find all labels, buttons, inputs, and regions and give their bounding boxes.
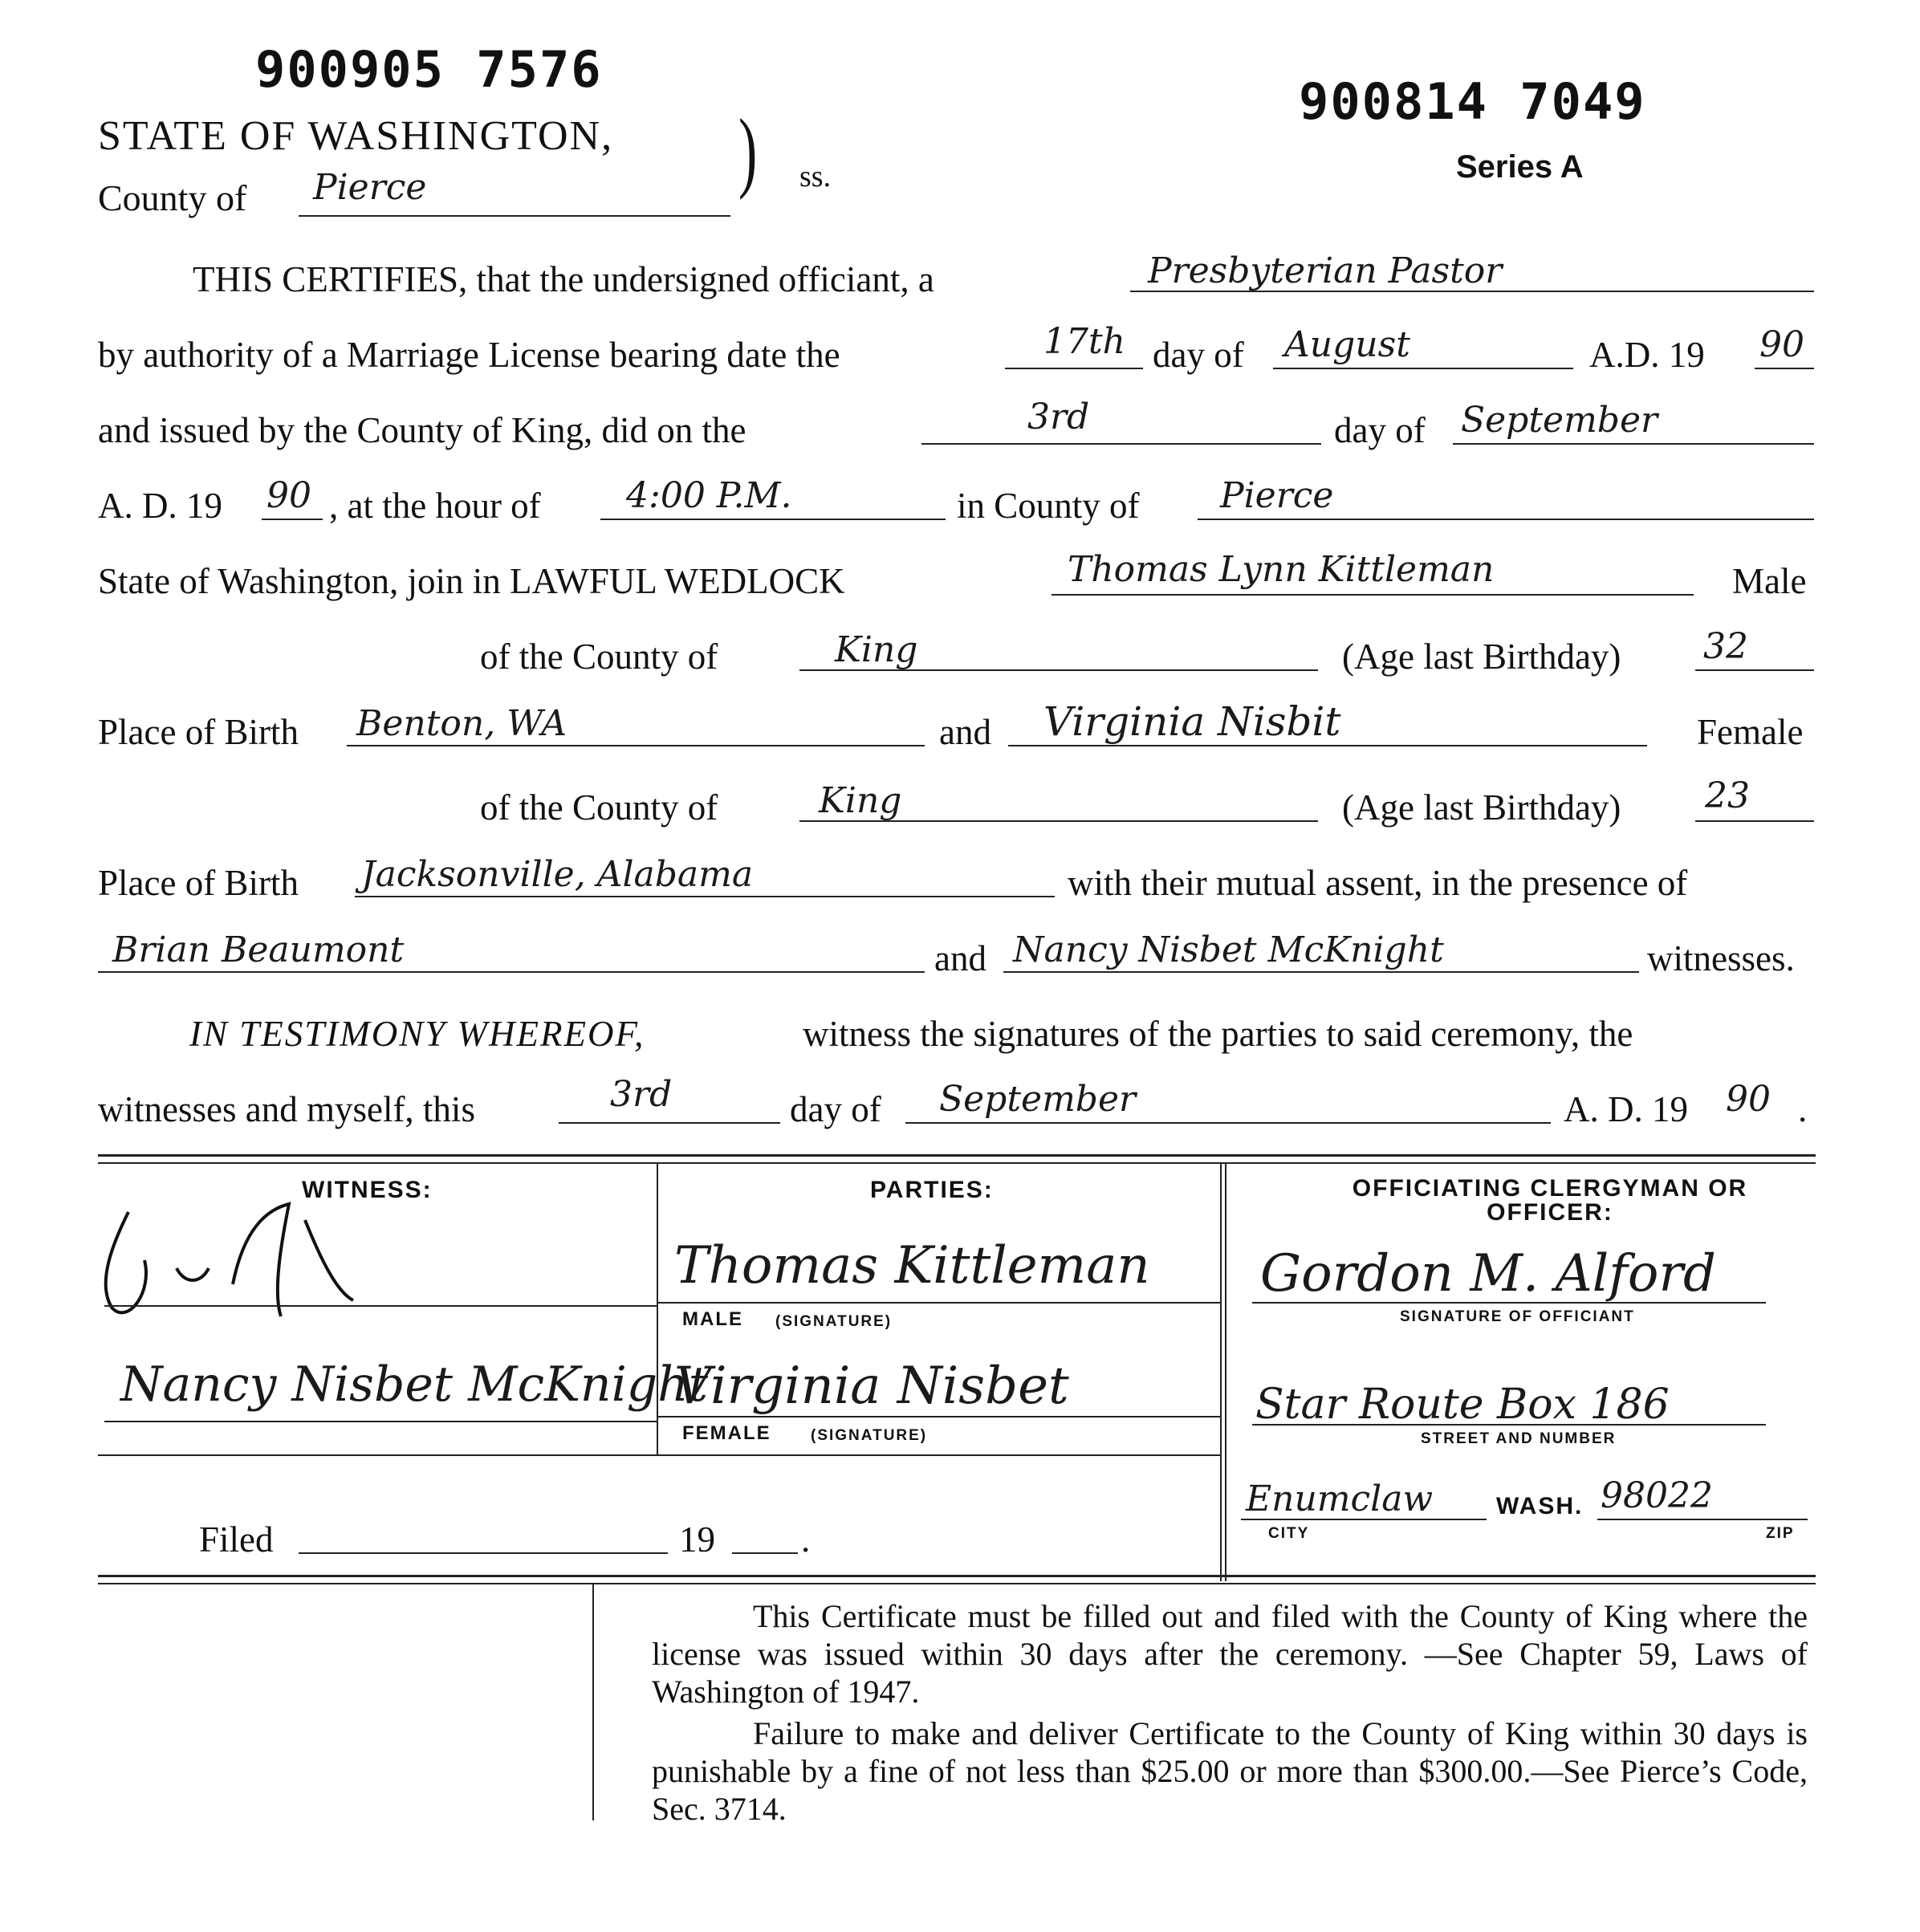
license-day-line — [1005, 368, 1143, 369]
testimony-year: 90 — [1726, 1079, 1771, 1120]
male-signature-line — [658, 1302, 1220, 1304]
wedding-hour: 4:00 P.M. — [626, 475, 792, 516]
sig-bottom-rule-2 — [98, 1583, 1816, 1584]
street-line — [1252, 1424, 1766, 1426]
license-month-line — [1273, 368, 1573, 369]
female-name: Virginia Nisbit — [1043, 698, 1341, 745]
filed-label: Filed — [199, 1519, 274, 1560]
female-age: 23 — [1705, 775, 1750, 816]
witness-line-1 — [104, 1305, 657, 1307]
testimony-day: 3rd — [610, 1074, 673, 1115]
male-sig-sub: (SIGNATURE) — [775, 1313, 893, 1330]
wedding-year-line — [262, 519, 323, 520]
license-year-line — [1755, 368, 1814, 369]
officiant-signature: Gordon M. Alford — [1260, 1244, 1716, 1304]
witness-signature-2: Nancy Nisbet McKnight — [120, 1356, 708, 1413]
male-signature: Thomas Kittleman — [674, 1236, 1150, 1295]
street-value: Star Route Box 186 — [1255, 1381, 1670, 1429]
license-ad: A.D. 19 — [1589, 335, 1705, 375]
witness-two-line — [1003, 971, 1639, 973]
male-county-line — [799, 669, 1318, 671]
county-line — [299, 215, 730, 217]
officiant-title-line — [1130, 291, 1814, 292]
officiant-signature-line — [1252, 1302, 1766, 1304]
male-age-label: (Age last Birthday) — [1342, 637, 1621, 677]
state-heading: STATE OF WASHINGTON, — [98, 113, 614, 159]
city-value: Enumclaw — [1246, 1478, 1434, 1519]
male-birthplace: Benton, WA — [356, 703, 567, 744]
female-signature: Virginia Nisbet — [674, 1356, 1069, 1416]
wedding-month-line — [1453, 443, 1814, 445]
filed-line — [299, 1552, 668, 1554]
testimony-ad: A. D. 19 — [1564, 1089, 1688, 1129]
male-age-line — [1695, 669, 1814, 671]
myself-text: witnesses and myself, this — [98, 1089, 475, 1129]
license-text: by authority of a Marriage License bearing date the — [98, 335, 840, 375]
hour-text: , at the hour of — [329, 486, 541, 526]
male-birthplace-line — [347, 745, 925, 746]
male-label: Male — [1732, 561, 1807, 601]
in-county-text: in County of — [957, 486, 1140, 526]
wedding-dayof: day of — [1334, 410, 1426, 450]
female-sig-sub: (SIGNATURE) — [811, 1427, 928, 1444]
witness-one-name: Brian Beaumont — [112, 929, 405, 970]
female-age-label: (Age last Birthday) — [1342, 787, 1621, 828]
male-birth-label: Place of Birth — [98, 712, 299, 752]
penalty-notice: Failure to make and deliver Certificate to the County of King within 30 days is punishable by a fine of not less than $25.00 or more than $300.00.—See Pierce’s Code, Sec. 3714. — [652, 1715, 1808, 1827]
zip-value: 98022 — [1601, 1475, 1713, 1516]
witness-line-2 — [104, 1421, 657, 1422]
series-label: Series A — [1456, 149, 1584, 185]
sig-mid-rule — [98, 1454, 1220, 1456]
male-county: King — [835, 629, 918, 670]
parties-label: PARTIES: — [870, 1177, 994, 1203]
license-dayof: day of — [1153, 335, 1244, 375]
county-value: Pierce — [313, 167, 427, 208]
city-line — [1241, 1519, 1487, 1520]
wash-label: WASH. — [1496, 1493, 1584, 1519]
female-county: King — [819, 780, 902, 821]
county-label: County of — [98, 177, 247, 218]
wedding-year: 90 — [266, 475, 311, 516]
sig-top-rule — [98, 1154, 1816, 1157]
certifies-text: THIS CERTIFIES, that the undersigned officiant, a — [193, 259, 934, 299]
witness-and: and — [934, 938, 986, 978]
sig-divider-2 — [1220, 1164, 1222, 1581]
wedding-ad: A. D. 19 — [98, 486, 222, 526]
certificate-number-left: 900905 7576 — [255, 40, 603, 99]
license-year: 90 — [1759, 324, 1804, 365]
street-label: STREET AND NUMBER — [1421, 1430, 1617, 1447]
male-age: 32 — [1703, 626, 1748, 667]
sig-divider-3 — [1225, 1164, 1226, 1581]
male-name: Thomas Lynn Kittleman — [1068, 549, 1495, 590]
witnesses-label: witnesses. — [1647, 938, 1795, 978]
sig-bottom-rule — [98, 1575, 1816, 1577]
filing-notice: This Certificate must be filled out and filed with the County of King where the license was issued within 30 days after the ceremony. —See Chapter 59, Laws of Washington of 1947. — [652, 1598, 1808, 1710]
female-sig-label: FEMALE — [682, 1422, 771, 1444]
wedlock-text: State of Washington, join in LAWFUL WEDLOCK — [98, 561, 845, 601]
wedding-month: September — [1461, 400, 1658, 441]
zip-label: ZIP — [1766, 1525, 1795, 1542]
certificate-number-right: 900814 7049 — [1299, 72, 1646, 131]
officiant-label: OFFICIATING CLERGYMAN OR OFFICER: — [1352, 1175, 1748, 1226]
testimony-month-line — [905, 1122, 1551, 1124]
zip-line — [1597, 1519, 1808, 1520]
brace: ) — [738, 102, 758, 201]
filed-year: 19 — [679, 1519, 715, 1560]
wedding-day: 3rd — [1027, 397, 1090, 437]
female-name-line — [1008, 745, 1647, 746]
female-county-text: of the County of — [480, 787, 718, 828]
testimony-dayof: day of — [790, 1089, 881, 1129]
filed-year-line — [732, 1552, 798, 1554]
testimony-day-line — [559, 1122, 780, 1124]
testimony-text: witness the signatures of the parties to said ceremony, the — [803, 1014, 1633, 1054]
ss-label: ss. — [799, 160, 832, 193]
male-county-text: of the County of — [480, 637, 718, 677]
testimony-heading: IN TESTIMONY WHEREOF, — [189, 1014, 645, 1054]
sig-top-rule-2 — [98, 1162, 1816, 1164]
female-label: Female — [1697, 712, 1804, 752]
testimony-month: September — [939, 1079, 1137, 1120]
filed-period: . — [801, 1519, 811, 1560]
testimony-period: . — [1798, 1089, 1808, 1129]
officiant-sig-label: SIGNATURE OF OFFICIANT — [1400, 1308, 1635, 1325]
female-signature-line — [658, 1416, 1220, 1417]
female-birth-label: Place of Birth — [98, 863, 299, 903]
notice-divider — [592, 1584, 594, 1820]
officiant-title: Presbyterian Pastor — [1148, 250, 1503, 291]
city-label: CITY — [1268, 1525, 1310, 1542]
male-sig-label: MALE — [682, 1308, 743, 1330]
license-day: 17th — [1043, 321, 1126, 362]
witness-signature-1 — [80, 1196, 417, 1332]
male-name-line — [1052, 594, 1694, 596]
wedding-county-line — [1198, 519, 1814, 520]
wedding-county: Pierce — [1220, 475, 1334, 516]
wedding-day-line — [921, 443, 1321, 445]
female-age-line — [1695, 820, 1814, 822]
female-county-line — [799, 820, 1318, 822]
wedding-hour-line — [600, 519, 946, 520]
witness-two-name: Nancy Nisbet McKnight — [1013, 929, 1444, 970]
assent-text: with their mutual assent, in the presence of — [1068, 863, 1688, 903]
and-text: and — [939, 712, 991, 752]
witness-label: WITNESS: — [302, 1177, 433, 1203]
female-birthplace-line — [355, 896, 1055, 897]
issued-text: and issued by the County of King, did on the — [98, 410, 746, 450]
witness-one-line — [98, 971, 925, 973]
license-month: August — [1284, 324, 1410, 365]
female-birthplace: Jacksonville, Alabama — [361, 854, 754, 895]
